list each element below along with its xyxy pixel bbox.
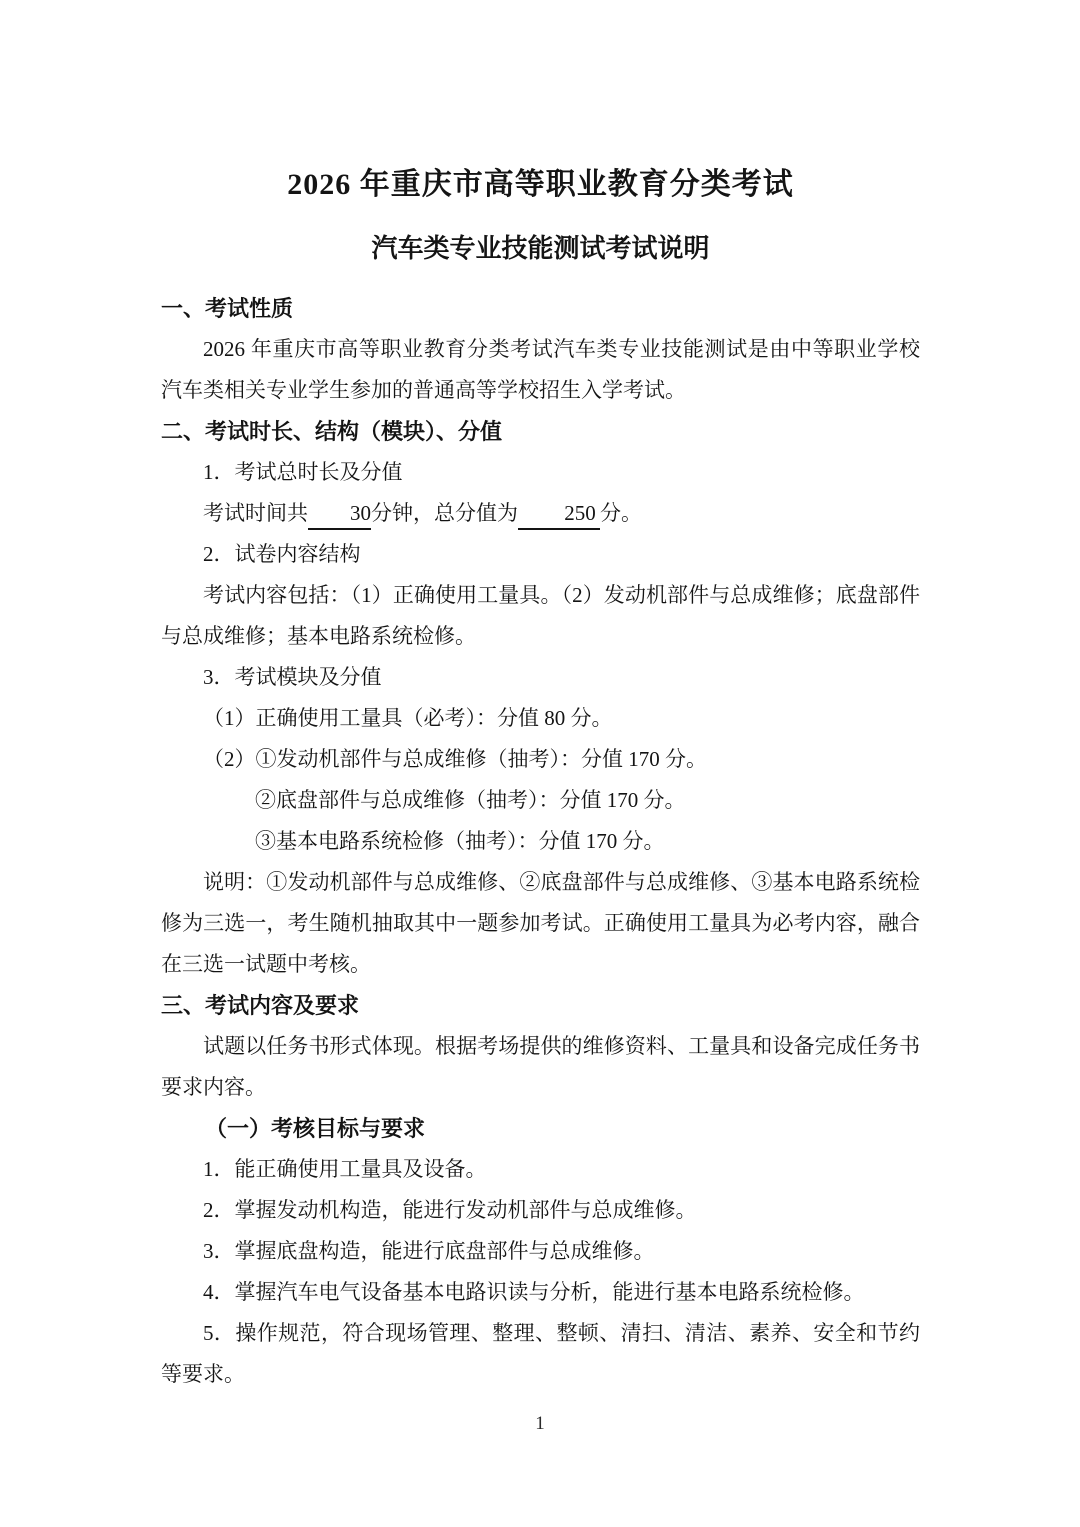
module-required-line: （1）正确使用工量具（必考）：分值 80 分。	[203, 706, 613, 730]
duration-middle: 分钟，总分值为	[371, 501, 518, 525]
section3-heading: 三、考试内容及要求	[161, 993, 360, 1018]
section2-item2-title: 2．试卷内容结构	[203, 542, 361, 566]
document-content	[161, 0, 920, 1395]
section1-heading: 一、考试性质	[161, 296, 294, 321]
duration-prefix: 考试时间共	[203, 501, 308, 525]
module-engine-line: （2）①发动机部件与总成维修（抽考）：分值 170 分。	[203, 747, 707, 771]
module-circuit-line: ③基本电路系统检修（抽考）：分值 170 分。	[255, 829, 665, 853]
page-number: 1	[535, 1413, 545, 1434]
module-chassis-line: ②底盘部件与总成维修（抽考）：分值 170 分。	[255, 788, 686, 812]
total-score-blank: 250	[518, 498, 600, 530]
section2-item2-body: 考试内容包括：（1）正确使用工量具。（2）发动机部件与总成维修；底盘部件与总成维修；基本电路系统检修。	[161, 583, 920, 648]
duration-minutes-blank: 30	[308, 498, 371, 530]
goal-item-3: 3．掌握底盘构造，能进行底盘部件与总成维修。	[203, 1239, 655, 1263]
section3-intro-paragraph: 试题以任务书形式体现。根据考场提供的维修资料、工量具和设备完成任务书要求内容。	[161, 1034, 920, 1099]
section2-item1-title: 1．考试总时长及分值	[203, 460, 403, 484]
goal-item-2: 2．掌握发动机构造，能进行发动机部件与总成维修。	[203, 1198, 697, 1222]
goal-item-5: 5．操作规范，符合现场管理、整理、整顿、清扫、清洁、素养、安全和节约等要求。	[161, 1321, 920, 1386]
section2-item3-title: 3．考试模块及分值	[203, 665, 382, 689]
document-title: 2026 年重庆市高等职业教育分类考试	[287, 168, 794, 201]
section1-paragraph: 2026 年重庆市高等职业教育分类考试汽车类专业技能测试是由中等职业学校汽车类相关专业学生参加的普通高等学校招生入学考试。	[161, 337, 920, 402]
duration-suffix: 分。	[600, 501, 642, 525]
section2-note-paragraph: 说明：①发动机部件与总成维修、②底盘部件与总成维修、③基本电路系统检修为三选一，考生随机抽取其中一题参加考试。正确使用工量具为必考内容，融合在三选一试题中考核。	[161, 870, 920, 976]
section2-heading: 二、考试时长、结构（模块）、分值	[161, 419, 503, 444]
goal-item-4: 4．掌握汽车电气设备基本电路识读与分析，能进行基本电路系统检修。	[203, 1280, 865, 1304]
section2-duration-line	[161, 493, 920, 534]
goal-item-1: 1．能正确使用工量具及设备。	[203, 1157, 487, 1181]
document-subtitle: 汽车类专业技能测试考试说明	[371, 233, 710, 263]
section3-sub1-heading: （一）考核目标与要求	[205, 1116, 426, 1141]
document-body	[161, 288, 920, 1395]
